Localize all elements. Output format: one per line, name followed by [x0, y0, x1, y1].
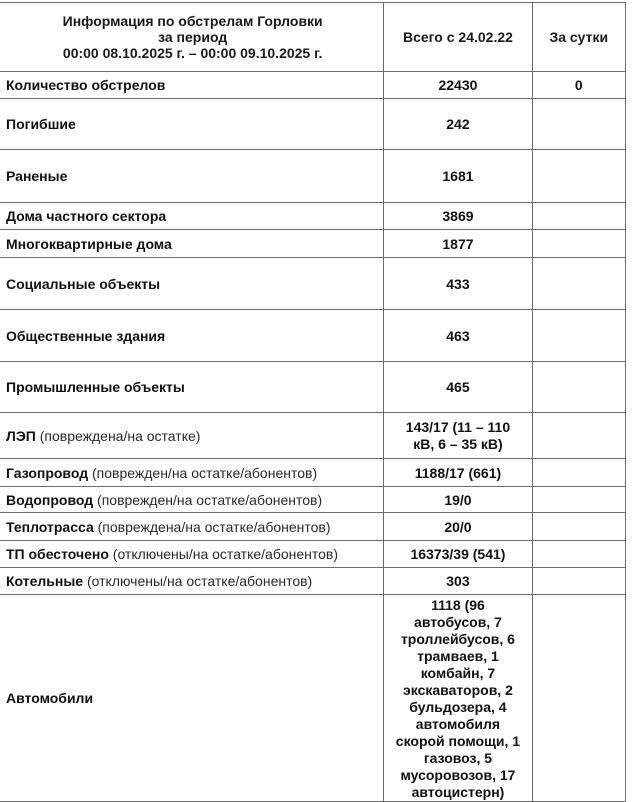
row-total-value: [384, 413, 532, 459]
row-label-note: (отключены/на остатке/абонентов): [108, 546, 339, 562]
table-row: [0, 99, 626, 150]
row-day-value: 0: [532, 72, 625, 99]
table-row: [0, 362, 626, 413]
row-label-cell: [0, 513, 384, 541]
row-label: Водопровод: [6, 491, 94, 508]
row-day-value: [532, 230, 625, 258]
row-label-cell: [0, 459, 384, 487]
row-day-value: [532, 99, 625, 150]
table-row: [0, 459, 626, 487]
row-label-note: (повреждена/на остатке/абонентов): [93, 518, 331, 535]
row-total-value: 1877: [384, 230, 532, 258]
row-day-value: [532, 413, 625, 459]
row-day-value: [532, 310, 625, 362]
row-label-cell: [0, 487, 384, 513]
row-day-value: [532, 568, 625, 595]
row-total-value-text: 143/17 (11 – 110 кВ, 6 – 35 кВ): [405, 418, 511, 452]
row-label: Теплотрасса: [6, 518, 94, 535]
row-total-value: 465: [384, 362, 532, 413]
row-total-value: [384, 595, 532, 802]
row-label: Автомобили: [6, 690, 94, 706]
row-day-value: [532, 362, 625, 413]
row-total-value: 303: [384, 568, 532, 595]
row-label: Котельные: [6, 573, 84, 589]
row-label-cell: [0, 230, 384, 258]
row-label-note: (поврежден/на остатке/абонентов): [88, 464, 318, 481]
table-header-row: [0, 3, 626, 72]
row-label: Социальные объекты: [6, 275, 161, 292]
column-header-total: Всего с 24.02.22: [384, 3, 532, 72]
row-label: Дома частного сектора: [6, 208, 167, 224]
table-row: [0, 487, 626, 513]
row-total-value: 3869: [384, 203, 532, 230]
row-label-cell: [0, 99, 384, 150]
row-label: Промышленные объекты: [6, 379, 185, 395]
row-day-value: [532, 459, 625, 487]
row-day-value: [532, 595, 625, 802]
table-row: [0, 413, 626, 459]
row-label: Общественные здания: [6, 327, 166, 344]
row-label-cell: [0, 258, 384, 310]
row-label-cell: [0, 72, 384, 99]
row-label-cell: [0, 541, 384, 568]
table-title-cell: [0, 3, 384, 72]
row-label: Раненые: [6, 168, 68, 184]
table-row: [0, 568, 626, 595]
row-label: Газопровод: [6, 464, 89, 481]
table-title-line-1: Информация по обстрелам Горловки: [62, 13, 323, 29]
row-label: ЛЭП: [6, 427, 36, 444]
row-label-cell: [0, 413, 384, 459]
row-label-note: (повреждена/на остатке): [35, 427, 201, 444]
table-row: [0, 258, 626, 310]
row-label: Многоквартирные дома: [6, 235, 172, 252]
row-label-cell: [0, 203, 384, 230]
table-title-period: 00:00 08.10.2025 г. – 00:00 09.10.2025 г.: [62, 45, 323, 61]
row-day-value: [532, 487, 625, 513]
table-row: [0, 72, 626, 99]
row-label: Погибшие: [6, 116, 76, 132]
row-total-value: 16373/39 (541): [384, 541, 532, 568]
row-day-value: [532, 258, 625, 310]
row-label-cell: [0, 150, 384, 203]
row-day-value: [532, 150, 625, 203]
row-label-cell: [0, 595, 384, 802]
row-total-value: 463: [384, 310, 532, 362]
table-row: [0, 230, 626, 258]
row-label: ТП обесточено: [6, 546, 109, 562]
row-label-note: (поврежден/на остатке/абонентов): [93, 491, 323, 508]
row-day-value: [532, 203, 625, 230]
row-label-note: (отключены/на остатке/абонентов): [83, 573, 313, 589]
row-total-value: 433: [384, 258, 532, 310]
row-label-cell: [0, 568, 384, 595]
row-total-value: 19/0: [384, 487, 532, 513]
row-total-value-text: 1118 (96 автобусов, 7 троллейбусов, 6 трамваев, 1 комбайн, 7 экскаваторов, 2 бульдозера, 4 автомобиля скорой помощи, 1 газовоз, 5 мусоровозов, 17 автоцистерн): [395, 597, 521, 800]
row-label: Количество обстрелов: [6, 77, 166, 93]
table-row: [0, 310, 626, 362]
row-day-value: [532, 513, 625, 541]
column-header-day: За сутки: [532, 3, 625, 72]
table-row: [0, 150, 626, 203]
table-row: [0, 595, 626, 802]
row-total-value: 1188/17 (661): [384, 459, 532, 487]
table-title-line-2: за период: [158, 29, 228, 45]
shelling-info-table: [0, 2, 626, 802]
row-total-value: 20/0: [384, 513, 532, 541]
row-total-value: 22430: [384, 72, 532, 99]
table-row: [0, 203, 626, 230]
row-label-cell: [0, 362, 384, 413]
row-total-value: 1681: [384, 150, 532, 203]
row-day-value: [532, 541, 625, 568]
table-row: [0, 541, 626, 568]
table-row: [0, 513, 626, 541]
row-label-cell: [0, 310, 384, 362]
row-total-value: 242: [384, 99, 532, 150]
